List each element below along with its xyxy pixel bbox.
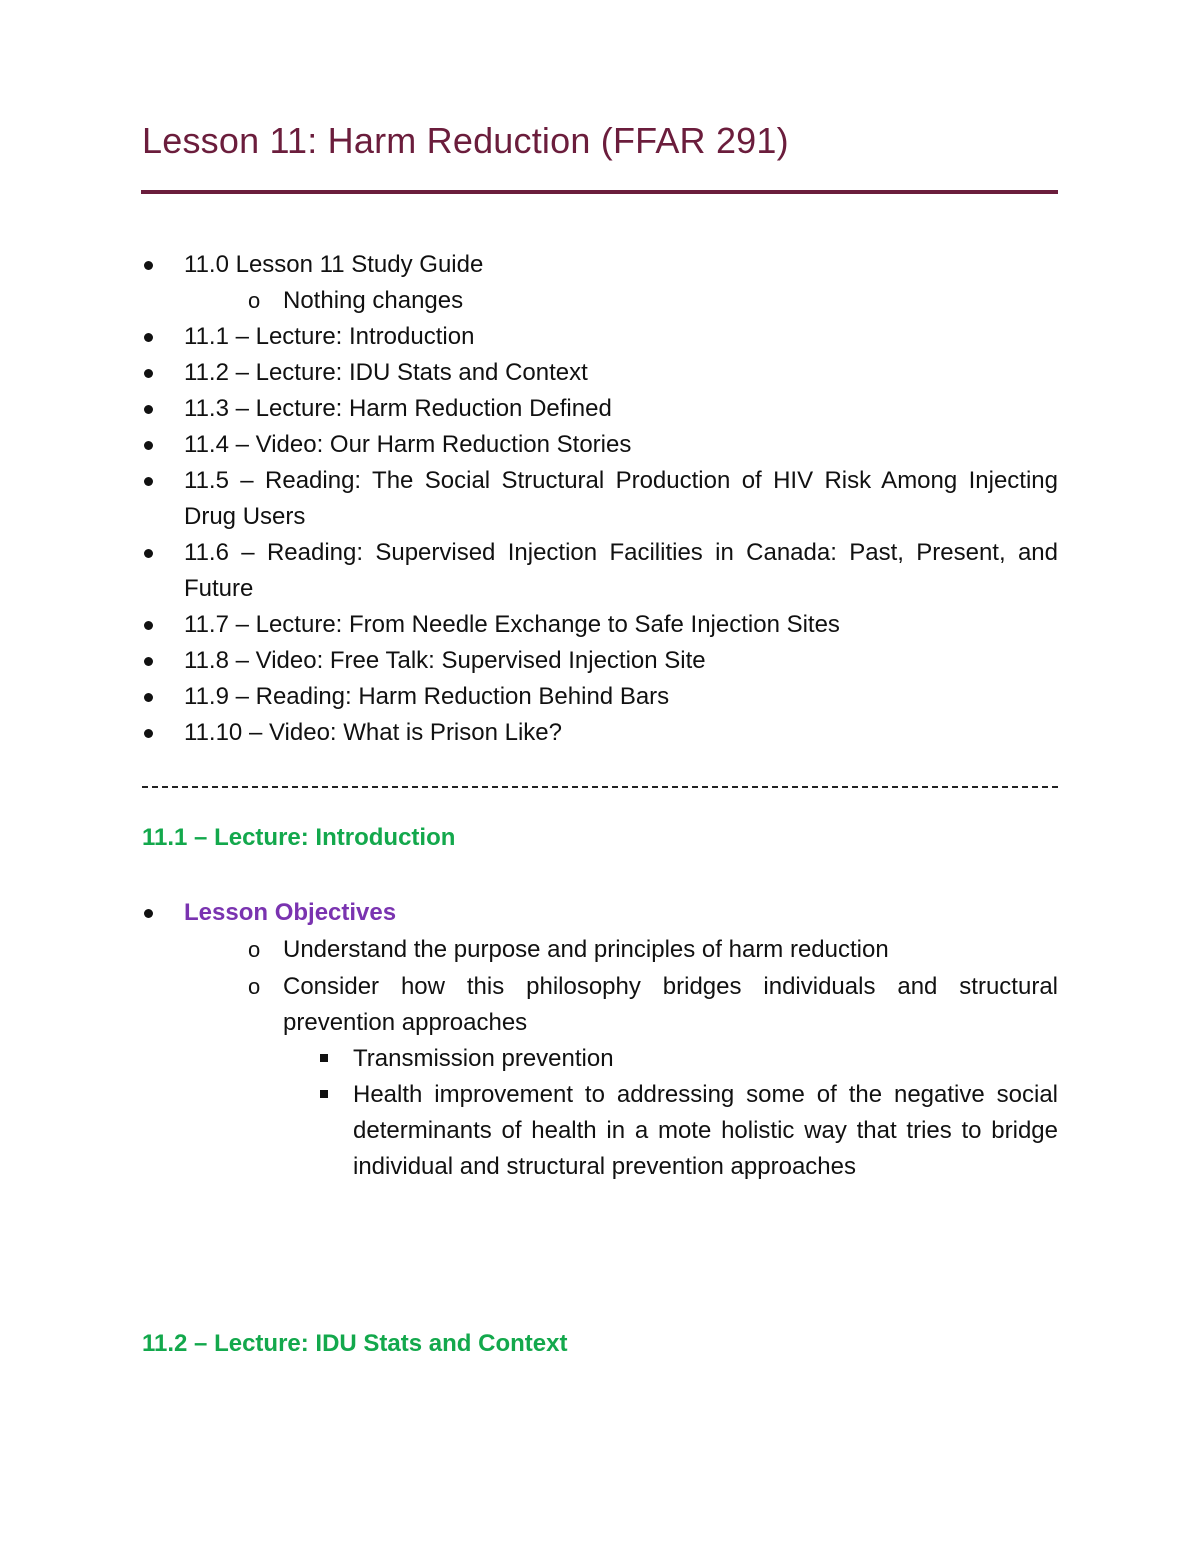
list-item: Health improvement to addressing some of the negative social determinants of health in a mote holistic way that tries to bridge individual and structural prevention approaches xyxy=(140,1077,1058,1185)
circle-bullet-icon: o xyxy=(248,974,261,999)
list-item: 11.9 – Reading: Harm Reduction Behind Bars xyxy=(140,679,1058,715)
section-heading: 11.2 – Lecture: IDU Stats and Context xyxy=(142,1330,568,1357)
bullet-icon xyxy=(144,369,153,378)
bullet-icon xyxy=(144,909,153,918)
square-bullet-icon xyxy=(320,1054,328,1062)
list-item: 11.3 – Lecture: Harm Reduction Defined xyxy=(140,391,1058,427)
square-bullet-icon xyxy=(320,1090,328,1098)
bullet-icon xyxy=(144,477,153,486)
bullet-icon xyxy=(144,657,153,666)
list-item: 11.6 – Reading: Supervised Injection Facilities in Canada: Past, Present, and Future xyxy=(140,535,1058,607)
list-item: 11.5 – Reading: The Social Structural Production of HIV Risk Among Injecting Drug Users xyxy=(140,463,1058,535)
lesson-contents-list xyxy=(140,247,1058,751)
bullet-icon xyxy=(144,549,153,558)
document-title: Lesson 11: Harm Reduction (FFAR 291) xyxy=(142,120,789,161)
bullet-icon xyxy=(144,621,153,630)
list-item: o Nothing changes xyxy=(140,283,1058,319)
bullet-icon xyxy=(144,261,153,270)
list-item: 11.10 – Video: What is Prison Like? xyxy=(140,715,1058,751)
title-underline xyxy=(141,190,1058,194)
list-item: Transmission prevention xyxy=(140,1041,1058,1077)
list-item: o Consider how this philosophy bridges individuals and structural prevention approaches xyxy=(140,969,1058,1041)
section-heading: 11.1 – Lecture: Introduction xyxy=(142,824,456,851)
list-item: 11.1 – Lecture: Introduction xyxy=(140,319,1058,355)
list-item: 11.2 – Lecture: IDU Stats and Context xyxy=(140,355,1058,391)
bullet-icon xyxy=(144,441,153,450)
list-item: 11.0 Lesson 11 Study Guide xyxy=(140,247,1058,283)
bullet-icon xyxy=(144,693,153,702)
circle-bullet-icon: o xyxy=(248,937,261,962)
objectives-label: Lesson Objectives xyxy=(184,899,397,926)
bullet-icon xyxy=(144,333,153,342)
bullet-icon xyxy=(144,405,153,414)
list-item xyxy=(140,895,1058,931)
section-divider xyxy=(142,786,1058,788)
objectives-list xyxy=(140,895,1058,1185)
list-item: o Understand the purpose and principles of harm reduction xyxy=(140,932,1058,968)
circle-bullet-icon: o xyxy=(248,288,261,313)
list-item: 11.7 – Lecture: From Needle Exchange to Safe Injection Sites xyxy=(140,607,1058,643)
list-item: 11.4 – Video: Our Harm Reduction Stories xyxy=(140,427,1058,463)
bullet-icon xyxy=(144,729,153,738)
list-item: 11.8 – Video: Free Talk: Supervised Injection Site xyxy=(140,643,1058,679)
